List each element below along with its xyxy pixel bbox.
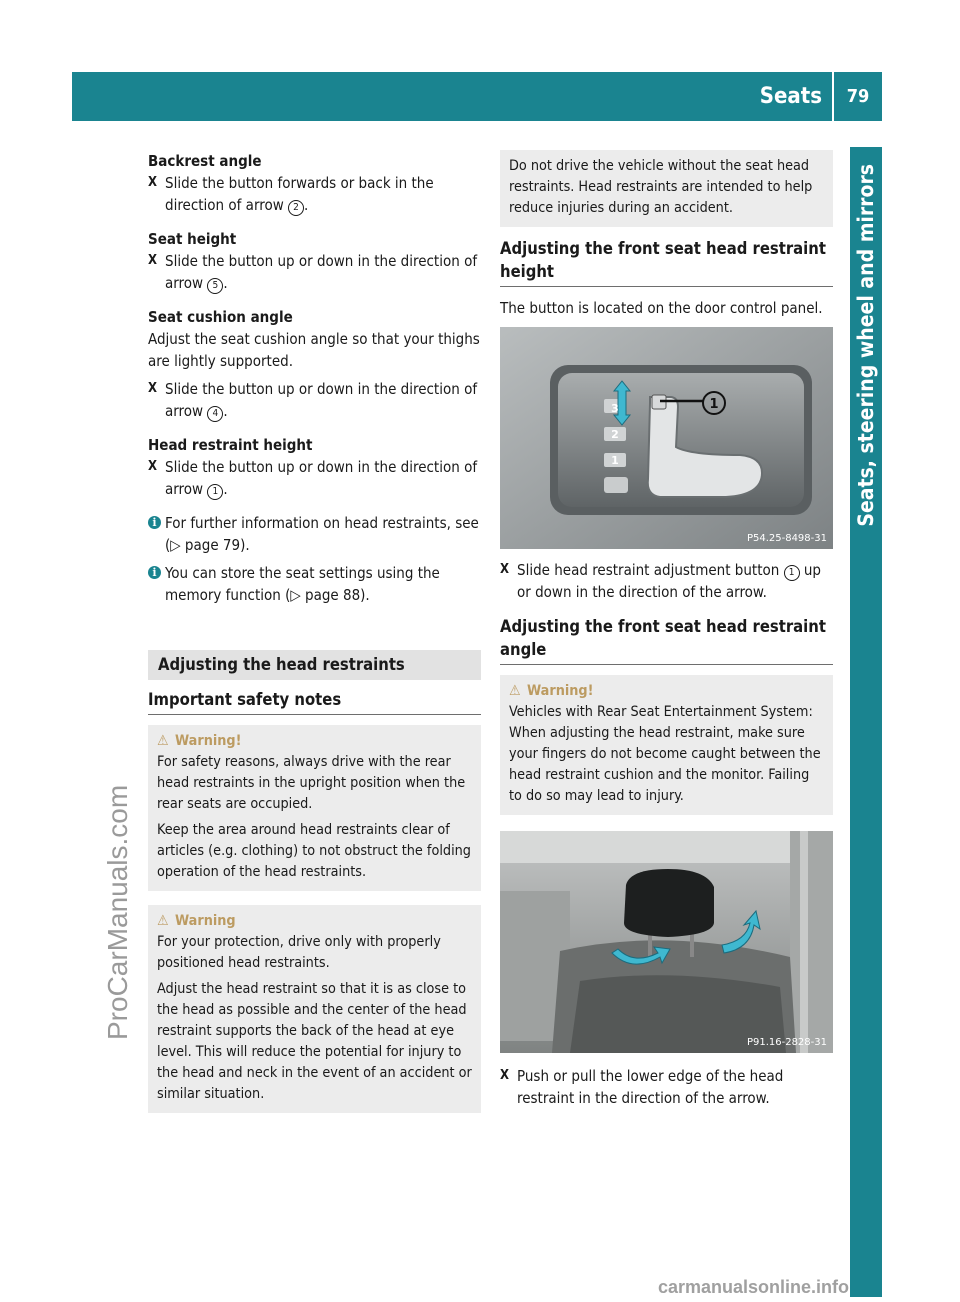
arrow-number: 2 bbox=[288, 200, 304, 216]
head-restraint-height-step: X Slide head restraint adjustment button 1 up or down in the direction of the arrow. bbox=[500, 559, 833, 603]
warning-text: For your protection, drive only with properly positioned head restraints. bbox=[157, 934, 441, 971]
warning-box-2 bbox=[148, 905, 481, 1113]
seat-height-step: X Slide the button up or down in the direction of arrow 5 . bbox=[148, 250, 481, 294]
warning-title: ⚠ Warning! bbox=[509, 681, 825, 702]
backrest-step: X Slide the button forwards or back in the direction of arrow 2 . bbox=[148, 172, 481, 216]
warning-box-1 bbox=[148, 725, 481, 891]
arrow-number: 5 bbox=[207, 278, 223, 294]
svg-text:1: 1 bbox=[611, 454, 619, 467]
button-location-text: The button is located on the door control panel. bbox=[500, 299, 823, 317]
info-note-2: i You can store the seat settings using the memory function (▷ page 88). bbox=[148, 562, 481, 606]
watermark: ProCarManuals.com bbox=[102, 784, 133, 1040]
seat-control-photo bbox=[500, 327, 833, 549]
note-text: Do not drive the vehicle without the seat head restraints. Head restraints are intended to help reduce injuries during an accident. bbox=[509, 158, 813, 216]
cushion-step: X Slide the button up or down in the direction of arrow 4 . bbox=[148, 378, 481, 422]
warning-title: ⚠ Warning! bbox=[157, 731, 473, 752]
head-restraint-height-step: X Slide the button up or down in the direction of arrow 1 . bbox=[148, 456, 481, 500]
footer-watermark: carmanualsonline.info bbox=[658, 1277, 850, 1297]
note-box bbox=[500, 150, 833, 227]
section-title: Adjusting the head restraints bbox=[148, 650, 481, 680]
warning-text: Keep the area around head restraints clear of articles (e.g. clothing) to not obstruct the folding operation of the head restraints. bbox=[157, 822, 471, 880]
header-bar bbox=[72, 72, 832, 121]
backrest-heading: Backrest angle bbox=[148, 152, 262, 170]
right-column bbox=[500, 150, 833, 1109]
warning-text: For safety reasons, always drive with the rear head restraints in the upright position when the rear seats are occupied. bbox=[157, 754, 466, 812]
photo-caption: P54.25-8498-31 bbox=[746, 533, 827, 544]
photo-caption: P91.16-2828-31 bbox=[746, 1037, 827, 1048]
warning-text: Adjust the head restraint so that it is as close to the head as possible and the center of the head restraint supports the back of the head at eye level. This will reduce the potential for injury to the head and neck in the event of an accident or similar situation. bbox=[157, 981, 472, 1102]
warning-text: Vehicles with Rear Seat Entertainment System: When adjusting the head restraint, make sure your fingers do not become caught between the head restraint cushion and the monitor. Failing to do so may lead to injury. bbox=[509, 704, 821, 804]
warning-triangle-icon: ⚠ bbox=[157, 913, 169, 929]
head-restraint-angle-heading: Adjusting the front seat head restraint angle bbox=[500, 615, 833, 665]
arrow-number: 1 bbox=[207, 484, 223, 500]
warning-title: ⚠ Warning bbox=[157, 911, 473, 932]
cushion-heading: Seat cushion angle bbox=[148, 308, 293, 326]
seat-control-illustration bbox=[500, 327, 833, 549]
head-restraint-height-heading: Head restraint height bbox=[148, 436, 313, 454]
head-restraint-illustration bbox=[500, 831, 833, 1053]
info-icon: i bbox=[148, 566, 161, 579]
warning-triangle-icon: ⚠ bbox=[157, 733, 169, 749]
safety-notes-heading: Important safety notes bbox=[148, 688, 481, 715]
page-number: 79 bbox=[846, 86, 870, 107]
page-title: Seats bbox=[759, 84, 822, 109]
left-column bbox=[148, 150, 481, 1113]
warning-triangle-icon: ⚠ bbox=[509, 683, 521, 699]
svg-text:3: 3 bbox=[611, 402, 619, 415]
arrow-number: 4 bbox=[207, 406, 223, 422]
info-note-1: i For further information on head restraints, see (▷ page 79). bbox=[148, 512, 481, 556]
warning-box-3 bbox=[500, 675, 833, 815]
button-number: 1 bbox=[784, 565, 800, 581]
cushion-text: Adjust the seat cushion angle so that your thighs are lightly supported. bbox=[148, 330, 480, 370]
head-restraint-angle-step: X Push or pull the lower edge of the head restraint in the direction of the arrow. bbox=[500, 1065, 833, 1109]
seat-height-heading: Seat height bbox=[148, 230, 237, 248]
svg-text:1: 1 bbox=[709, 397, 719, 412]
svg-text:2: 2 bbox=[611, 428, 619, 441]
head-restraint-photo bbox=[500, 831, 833, 1053]
chapter-side-label: Seats, steering wheel and mirrors bbox=[854, 163, 878, 527]
info-icon: i bbox=[148, 516, 161, 529]
head-restraint-height-heading: Adjusting the front seat head restraint height bbox=[500, 237, 833, 287]
